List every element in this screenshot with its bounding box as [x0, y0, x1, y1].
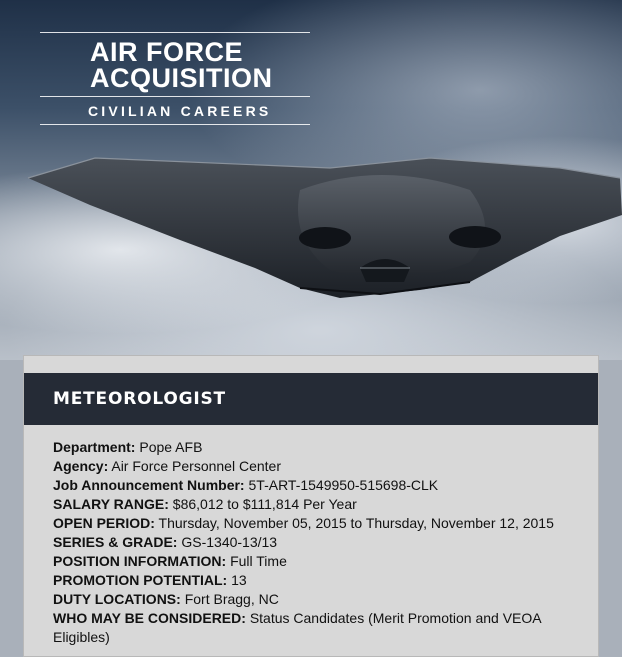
detail-label: OPEN PERIOD: [53, 515, 155, 531]
job-details [53, 438, 573, 647]
detail-announcement-number [53, 476, 573, 495]
detail-agency [53, 457, 573, 476]
detail-label: Department: [53, 439, 136, 455]
detail-value: 13 [231, 572, 247, 588]
detail-open-period [53, 514, 573, 533]
detail-value: Thursday, November 05, 2015 to Thursday, November 12, 2015 [158, 515, 554, 531]
detail-label: Agency: [53, 458, 109, 474]
detail-value: Status Candidates (Merit Promotion and VEOA Eligibles) [53, 610, 541, 645]
job-title: METEOROLOGIST [53, 389, 226, 409]
detail-department [53, 438, 573, 457]
detail-promotion-potential [53, 571, 573, 590]
detail-position-information [53, 552, 573, 571]
job-card [23, 355, 599, 657]
detail-value: $86,012 to $111,814 Per Year [172, 496, 357, 512]
detail-label: SERIES & GRADE: [53, 534, 178, 550]
logo-line-1: AIR FORCE [90, 37, 243, 67]
detail-who-may-be-considered [53, 609, 573, 647]
detail-value: Pope AFB [139, 439, 203, 455]
detail-label: POSITION INFORMATION: [53, 553, 227, 569]
detail-value: Fort Bragg, NC [184, 591, 279, 607]
detail-value: Full Time [230, 553, 287, 569]
detail-label: SALARY RANGE: [53, 496, 169, 512]
logo-tagline: CIVILIAN CAREERS [88, 103, 272, 119]
detail-salary-range [53, 495, 573, 514]
detail-label: DUTY LOCATIONS: [53, 591, 181, 607]
detail-label: PROMOTION POTENTIAL: [53, 572, 228, 588]
detail-value: Air Force Personnel Center [111, 458, 281, 474]
detail-value: GS-1340-13/13 [181, 534, 278, 550]
logo-line-2: ACQUISITION [90, 63, 273, 93]
detail-duty-locations [53, 590, 573, 609]
detail-label: WHO MAY BE CONSIDERED: [53, 610, 246, 626]
detail-series-grade [53, 533, 573, 552]
detail-value: 5T-ART-1549950-515698-CLK [248, 477, 439, 493]
detail-label: Job Announcement Number: [53, 477, 245, 493]
job-header [24, 373, 598, 425]
